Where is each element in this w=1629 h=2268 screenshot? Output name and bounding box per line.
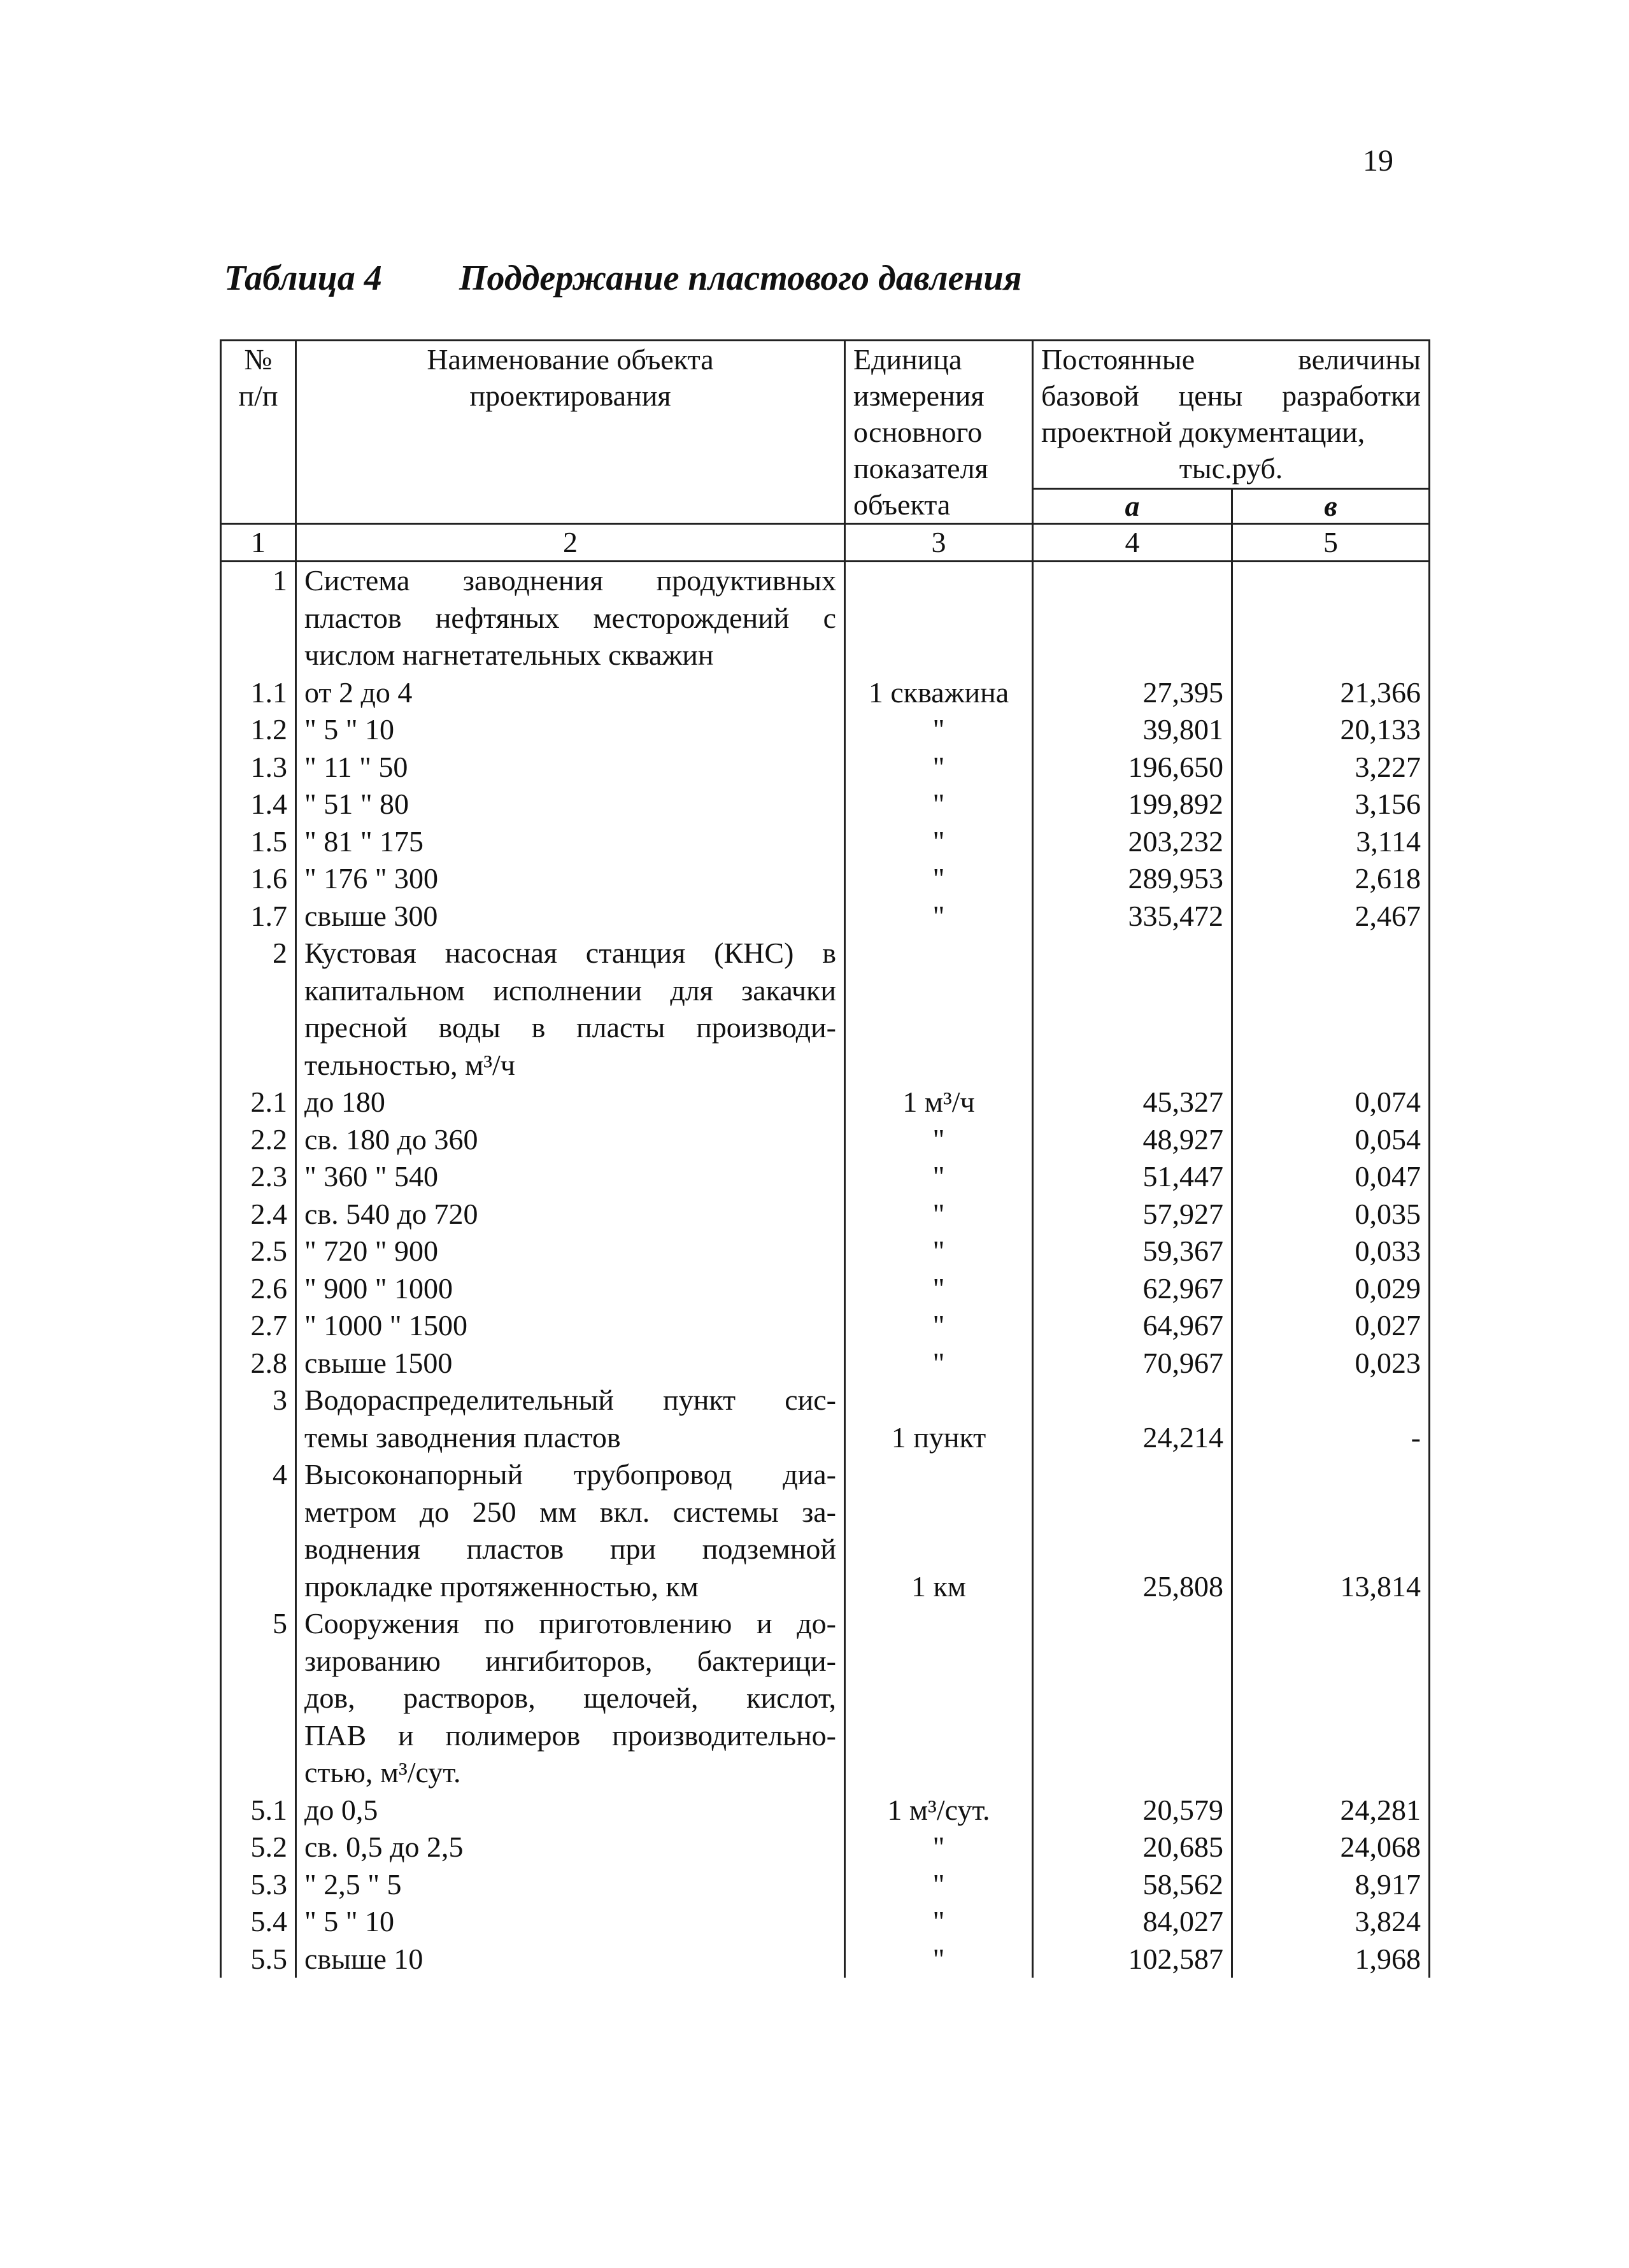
row-value-b: 21,366 bbox=[1232, 674, 1430, 712]
row-number: 5.1 bbox=[221, 1792, 296, 1829]
row-name-line: воднения пластов при подземной bbox=[304, 1533, 836, 1565]
row-name bbox=[296, 674, 845, 712]
row-value-a: 62,967 bbox=[1033, 1270, 1232, 1308]
table-row bbox=[221, 1084, 1430, 1121]
row-number: 5.2 bbox=[221, 1829, 296, 1866]
table-row bbox=[221, 1382, 1430, 1456]
row-name-line: " 720 " 900 bbox=[304, 1235, 439, 1267]
row-name-line: пресной воды в пласты производи- bbox=[304, 1011, 836, 1044]
table-row bbox=[221, 1941, 1430, 1978]
row-value-a: 199,892 bbox=[1033, 786, 1232, 823]
row-unit: " bbox=[845, 711, 1033, 749]
row-name bbox=[296, 1084, 845, 1121]
row-number: 2.7 bbox=[221, 1307, 296, 1345]
row-value-a: 45,327 bbox=[1033, 1084, 1232, 1121]
row-value-b bbox=[1232, 1605, 1430, 1792]
row-name bbox=[296, 1270, 845, 1308]
row-name-line: " 360 " 540 bbox=[304, 1160, 439, 1193]
row-name bbox=[296, 1307, 845, 1345]
table-row bbox=[221, 1605, 1430, 1792]
row-value-b: 0,047 bbox=[1232, 1158, 1430, 1196]
row-value-a: 64,967 bbox=[1033, 1307, 1232, 1345]
row-name bbox=[296, 1158, 845, 1196]
row-unit: " bbox=[845, 1866, 1033, 1904]
row-value-b: 20,133 bbox=[1232, 711, 1430, 749]
row-value-a bbox=[1033, 562, 1232, 674]
table-caption: Поддержание пластового давления bbox=[459, 259, 1022, 298]
row-name-line: стью, м³/сут. bbox=[304, 1756, 461, 1789]
row-number: 2 bbox=[221, 935, 296, 1084]
row-name bbox=[296, 1456, 845, 1605]
row-name-line: метром до 250 мм вкл. системы за- bbox=[304, 1495, 836, 1528]
row-name bbox=[296, 1382, 845, 1456]
table-row bbox=[221, 749, 1430, 786]
row-name-line: " 900 " 1000 bbox=[304, 1272, 453, 1305]
row-name-line: свыше 10 bbox=[304, 1942, 423, 1975]
table-row bbox=[221, 1456, 1430, 1605]
row-unit: " bbox=[845, 1829, 1033, 1866]
row-name bbox=[296, 860, 845, 898]
row-value-b: 0,035 bbox=[1232, 1196, 1430, 1233]
table-row bbox=[221, 1345, 1430, 1382]
header-unit: Единица измерения основного показателя объекта bbox=[845, 341, 1033, 524]
row-value-b: 13,814 bbox=[1232, 1456, 1430, 1605]
row-value-a: 24,214 bbox=[1033, 1382, 1232, 1456]
row-name bbox=[296, 823, 845, 861]
row-name-line: свыше 1500 bbox=[304, 1346, 453, 1379]
row-name bbox=[296, 1345, 845, 1382]
table-row bbox=[221, 1829, 1430, 1866]
page-number: 19 bbox=[1363, 144, 1393, 178]
row-unit: " bbox=[845, 823, 1033, 861]
table-row bbox=[221, 786, 1430, 823]
row-value-a: 59,367 bbox=[1033, 1233, 1232, 1270]
row-value-b: 3,156 bbox=[1232, 786, 1430, 823]
row-number: 4 bbox=[221, 1456, 296, 1605]
row-value-a: 57,927 bbox=[1033, 1196, 1232, 1233]
table-row bbox=[221, 1233, 1430, 1270]
row-unit: 1 м³/сут. bbox=[845, 1792, 1033, 1829]
row-name-line: " 176 " 300 bbox=[304, 862, 439, 895]
header-a: а bbox=[1033, 488, 1232, 523]
row-value-b: 0,023 bbox=[1232, 1345, 1430, 1382]
header-price: Постоянные величины базовой цены разработки проектной документации, тыс.руб. bbox=[1033, 341, 1430, 489]
row-value-a: 25,808 bbox=[1033, 1456, 1232, 1605]
column-number: 2 bbox=[296, 524, 845, 562]
row-name-line: Высоконапорный трубопровод диа- bbox=[304, 1458, 836, 1491]
row-number: 2.8 bbox=[221, 1345, 296, 1382]
row-name-line: " 5 " 10 bbox=[304, 713, 395, 746]
row-number: 1.6 bbox=[221, 860, 296, 898]
row-value-b: 24,068 bbox=[1232, 1829, 1430, 1866]
row-unit: " bbox=[845, 1903, 1033, 1941]
row-name-line: числом нагнетательных скважин bbox=[304, 639, 714, 671]
row-unit: 1 скважина bbox=[845, 674, 1033, 712]
header-num: № п/п bbox=[221, 341, 296, 524]
row-name-line: тельностью, м³/ч bbox=[304, 1048, 515, 1081]
row-name-line: " 11 " 50 bbox=[304, 750, 408, 783]
row-value-b: 2,618 bbox=[1232, 860, 1430, 898]
row-number: 2.3 bbox=[221, 1158, 296, 1196]
row-name-line: Сооружения по приготовлению и до- bbox=[304, 1607, 836, 1640]
row-name bbox=[296, 1196, 845, 1233]
row-unit: " bbox=[845, 898, 1033, 935]
row-value-b: 3,824 bbox=[1232, 1903, 1430, 1941]
column-numbers-row bbox=[221, 524, 1430, 562]
row-name-line: пластов нефтяных месторождений с bbox=[304, 601, 836, 634]
row-unit: 1 км bbox=[845, 1456, 1033, 1605]
row-value-a: 335,472 bbox=[1033, 898, 1232, 935]
row-value-a: 102,587 bbox=[1033, 1941, 1232, 1978]
row-name-line: до 0,5 bbox=[304, 1793, 378, 1826]
row-name bbox=[296, 711, 845, 749]
row-number: 5.3 bbox=[221, 1866, 296, 1904]
table-row bbox=[221, 1121, 1430, 1159]
row-unit: 1 м³/ч bbox=[845, 1084, 1033, 1121]
row-number: 1.7 bbox=[221, 898, 296, 935]
row-unit bbox=[845, 935, 1033, 1084]
price-table bbox=[220, 339, 1430, 1978]
row-name-line: темы заводнения пластов bbox=[304, 1421, 621, 1454]
row-number: 1 bbox=[221, 562, 296, 674]
table-row bbox=[221, 823, 1430, 861]
row-name-line: св. 540 до 720 bbox=[304, 1197, 478, 1230]
table-row bbox=[221, 935, 1430, 1084]
row-name-line: Кустовая насосная станция (КНС) в bbox=[304, 937, 836, 969]
row-name-line: " 2,5 " 5 bbox=[304, 1868, 402, 1901]
row-unit: " bbox=[845, 1307, 1033, 1345]
row-value-a: 58,562 bbox=[1033, 1866, 1232, 1904]
row-number: 5.4 bbox=[221, 1903, 296, 1941]
row-name-line: прокладке протяженностью, км bbox=[304, 1570, 699, 1603]
row-value-b: 0,054 bbox=[1232, 1121, 1430, 1159]
row-name bbox=[296, 1605, 845, 1792]
table-row bbox=[221, 1792, 1430, 1829]
row-value-a: 196,650 bbox=[1033, 749, 1232, 786]
row-unit: " bbox=[845, 1345, 1033, 1382]
row-unit bbox=[845, 562, 1033, 674]
row-unit: " bbox=[845, 860, 1033, 898]
table-label: Таблица 4 bbox=[224, 259, 382, 298]
header-b: в bbox=[1232, 488, 1430, 523]
row-number: 5.5 bbox=[221, 1941, 296, 1978]
row-value-a: 20,685 bbox=[1033, 1829, 1232, 1866]
column-number: 1 bbox=[221, 524, 296, 562]
table-body bbox=[221, 562, 1430, 1978]
row-unit: " bbox=[845, 1158, 1033, 1196]
table-row bbox=[221, 562, 1430, 674]
row-number: 1.4 bbox=[221, 786, 296, 823]
row-unit bbox=[845, 1605, 1033, 1792]
header-name: Наименование объекта проектирования bbox=[296, 341, 845, 524]
row-name-line: " 5 " 10 bbox=[304, 1905, 395, 1938]
row-unit: 1 пункт bbox=[845, 1382, 1033, 1456]
table-row bbox=[221, 1866, 1430, 1904]
row-value-b: - bbox=[1232, 1382, 1430, 1456]
row-value-b: 0,029 bbox=[1232, 1270, 1430, 1308]
row-value-b: 1,968 bbox=[1232, 1941, 1430, 1978]
table-row bbox=[221, 1158, 1430, 1196]
row-name bbox=[296, 1866, 845, 1904]
row-name-line: от 2 до 4 bbox=[304, 676, 413, 709]
row-unit: " bbox=[845, 1941, 1033, 1978]
row-unit: " bbox=[845, 786, 1033, 823]
table-row bbox=[221, 1307, 1430, 1345]
row-name-line: св. 0,5 до 2,5 bbox=[304, 1831, 464, 1863]
row-value-b: 0,027 bbox=[1232, 1307, 1430, 1345]
row-name-line: капитальном исполнении для закачки bbox=[304, 974, 836, 1007]
column-number: 3 bbox=[845, 524, 1033, 562]
row-value-b: 3,114 bbox=[1232, 823, 1430, 861]
row-number: 1.1 bbox=[221, 674, 296, 712]
row-number: 1.3 bbox=[221, 749, 296, 786]
row-number: 1.2 bbox=[221, 711, 296, 749]
row-number: 2.4 bbox=[221, 1196, 296, 1233]
row-name bbox=[296, 1792, 845, 1829]
table-row bbox=[221, 1903, 1430, 1941]
column-number: 5 bbox=[1232, 524, 1430, 562]
row-value-a: 203,232 bbox=[1033, 823, 1232, 861]
row-value-a: 20,579 bbox=[1033, 1792, 1232, 1829]
row-name-line: Водораспределительный пункт сис- bbox=[304, 1384, 836, 1416]
row-name bbox=[296, 1941, 845, 1978]
table-row bbox=[221, 1196, 1430, 1233]
row-value-b bbox=[1232, 562, 1430, 674]
row-name-line: св. 180 до 360 bbox=[304, 1123, 478, 1156]
row-name bbox=[296, 1233, 845, 1270]
row-value-a: 48,927 bbox=[1033, 1121, 1232, 1159]
row-number: 2.5 bbox=[221, 1233, 296, 1270]
row-name-line: до 180 bbox=[304, 1086, 385, 1118]
row-name bbox=[296, 1829, 845, 1866]
table-row bbox=[221, 898, 1430, 935]
row-name bbox=[296, 935, 845, 1084]
row-name-line: " 1000 " 1500 bbox=[304, 1309, 468, 1342]
row-name-line: " 81 " 175 bbox=[304, 825, 424, 858]
row-number: 5 bbox=[221, 1605, 296, 1792]
table-row bbox=[221, 1270, 1430, 1308]
row-name-line: ПАВ и полимеров производительно- bbox=[304, 1719, 836, 1752]
row-name bbox=[296, 1903, 845, 1941]
row-name-line: Система заводнения продуктивных bbox=[304, 564, 836, 597]
table-row bbox=[221, 674, 1430, 712]
row-name bbox=[296, 898, 845, 935]
row-number: 2.2 bbox=[221, 1121, 296, 1159]
row-unit: " bbox=[845, 749, 1033, 786]
row-number: 3 bbox=[221, 1382, 296, 1456]
row-name-line: " 51 " 80 bbox=[304, 788, 409, 820]
row-value-a: 70,967 bbox=[1033, 1345, 1232, 1382]
row-value-a: 51,447 bbox=[1033, 1158, 1232, 1196]
row-number: 2.1 bbox=[221, 1084, 296, 1121]
row-number: 2.6 bbox=[221, 1270, 296, 1308]
row-number: 1.5 bbox=[221, 823, 296, 861]
row-value-a bbox=[1033, 1605, 1232, 1792]
row-value-a: 84,027 bbox=[1033, 1903, 1232, 1941]
row-name bbox=[296, 1121, 845, 1159]
row-value-a: 27,395 bbox=[1033, 674, 1232, 712]
row-name-line: свыше 300 bbox=[304, 899, 438, 932]
row-unit: " bbox=[845, 1270, 1033, 1308]
row-value-b: 3,227 bbox=[1232, 749, 1430, 786]
row-unit: " bbox=[845, 1233, 1033, 1270]
row-value-b: 0,074 bbox=[1232, 1084, 1430, 1121]
row-value-b: 2,467 bbox=[1232, 898, 1430, 935]
row-value-b: 8,917 bbox=[1232, 1866, 1430, 1904]
row-value-b bbox=[1232, 935, 1430, 1084]
row-value-a bbox=[1033, 935, 1232, 1084]
table-title bbox=[224, 258, 1022, 299]
row-value-a: 39,801 bbox=[1033, 711, 1232, 749]
row-name-line: дов, растворов, щелочей, кислот, bbox=[304, 1682, 836, 1714]
row-value-a: 289,953 bbox=[1033, 860, 1232, 898]
table-row bbox=[221, 860, 1430, 898]
row-unit: " bbox=[845, 1121, 1033, 1159]
row-unit: " bbox=[845, 1196, 1033, 1233]
table-row bbox=[221, 711, 1430, 749]
column-number: 4 bbox=[1033, 524, 1232, 562]
row-name bbox=[296, 786, 845, 823]
row-value-b: 0,033 bbox=[1232, 1233, 1430, 1270]
row-name bbox=[296, 749, 845, 786]
row-name bbox=[296, 562, 845, 674]
row-value-b: 24,281 bbox=[1232, 1792, 1430, 1829]
row-name-line: зированию ингибиторов, бактерици- bbox=[304, 1644, 836, 1677]
